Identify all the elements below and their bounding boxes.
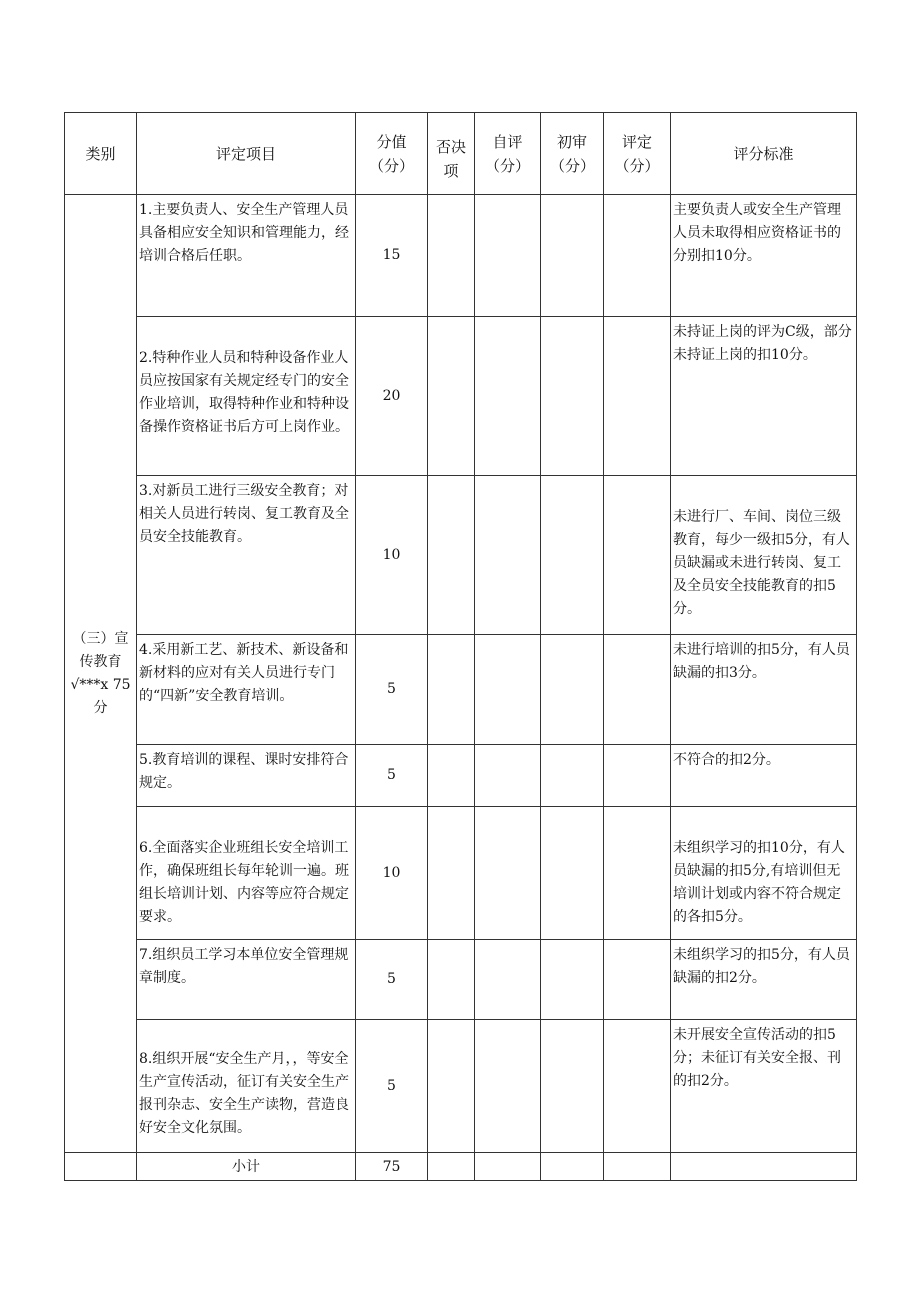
header-final: 评定（分） bbox=[604, 113, 671, 195]
score-cell: 5 bbox=[356, 1020, 428, 1153]
veto-cell bbox=[428, 745, 475, 807]
initial-score-cell bbox=[541, 1020, 604, 1153]
veto-cell bbox=[428, 1020, 475, 1153]
category-cell: （三）宣传教育√***x 75分 bbox=[65, 195, 137, 1153]
final-score-cell bbox=[604, 807, 671, 940]
header-self: 自评（分） bbox=[475, 113, 541, 195]
veto-cell bbox=[428, 940, 475, 1020]
initial-score-cell bbox=[541, 940, 604, 1020]
header-criteria: 评分标准 bbox=[671, 113, 857, 195]
item-cell: 1.主要负责人、安全生产管理人员具备相应安全知识和管理能力，经培训合格后任职。 bbox=[137, 195, 356, 317]
header-row bbox=[65, 113, 857, 195]
item-cell: 2.特种作业人员和特种设备作业人员应按国家有关规定经专门的安全作业培训，取得特种作业和特种设备操作资格证书后方可上岗作业。 bbox=[137, 317, 356, 476]
item-cell: 5.教育培训的课程、课时安排符合规定。 bbox=[137, 745, 356, 807]
score-cell: 5 bbox=[356, 745, 428, 807]
self-score-cell bbox=[475, 317, 541, 476]
self-score-cell bbox=[475, 195, 541, 317]
veto-cell bbox=[428, 317, 475, 476]
subtotal-row bbox=[65, 1153, 857, 1181]
table-row bbox=[65, 807, 857, 940]
score-cell: 10 bbox=[356, 807, 428, 940]
initial-score-cell bbox=[541, 745, 604, 807]
criteria-cell: 未组织学习的扣5分，有人员缺漏的扣2分。 bbox=[671, 940, 857, 1020]
criteria-cell bbox=[671, 1153, 857, 1181]
final-score-cell bbox=[604, 1153, 671, 1181]
subtotal-score: 75 bbox=[356, 1153, 428, 1181]
criteria-cell: 未进行培训的扣5分，有人员缺漏的扣3分。 bbox=[671, 635, 857, 745]
criteria-cell: 主要负责人或安全生产管理人员未取得相应资格证书的分别扣10分。 bbox=[671, 195, 857, 317]
veto-cell bbox=[428, 195, 475, 317]
self-score-cell bbox=[475, 1020, 541, 1153]
header-initial: 初审（分） bbox=[541, 113, 604, 195]
table-row bbox=[65, 940, 857, 1020]
veto-cell bbox=[428, 807, 475, 940]
table-row bbox=[65, 1020, 857, 1153]
criteria-cell: 未组织学习的扣10分，有人员缺漏的扣5分,有培训但无培训计划或内容不符合规定的各扣5分。 bbox=[671, 807, 857, 940]
score-cell: 5 bbox=[356, 635, 428, 745]
item-cell: 6.全面落实企业班组长安全培训工作，确保班组长每年轮训一遍。班组长培训计划、内容等应符合规定要求。 bbox=[137, 807, 356, 940]
header-score: 分值（分） bbox=[356, 113, 428, 195]
initial-score-cell bbox=[541, 635, 604, 745]
final-score-cell bbox=[604, 476, 671, 635]
table-row bbox=[65, 476, 857, 635]
header-category: 类别 bbox=[65, 113, 137, 195]
criteria-cell: 未进行厂、车间、岗位三级教育，每少一级扣5分，有人员缺漏或未进行转岗、复工及全员安全技能教育的扣5分。 bbox=[671, 476, 857, 635]
initial-score-cell bbox=[541, 195, 604, 317]
table-row bbox=[65, 317, 857, 476]
evaluation-table bbox=[64, 112, 857, 1181]
self-score-cell bbox=[475, 807, 541, 940]
header-item: 评定项目 bbox=[137, 113, 356, 195]
score-cell: 10 bbox=[356, 476, 428, 635]
final-score-cell bbox=[604, 745, 671, 807]
score-cell: 15 bbox=[356, 195, 428, 317]
initial-score-cell bbox=[541, 1153, 604, 1181]
score-cell: 5 bbox=[356, 940, 428, 1020]
criteria-cell: 不符合的扣2分。 bbox=[671, 745, 857, 807]
final-score-cell bbox=[604, 1020, 671, 1153]
veto-cell bbox=[428, 476, 475, 635]
veto-cell bbox=[428, 1153, 475, 1181]
self-score-cell bbox=[475, 635, 541, 745]
header-veto: 否决项 bbox=[428, 113, 475, 195]
veto-cell bbox=[428, 635, 475, 745]
self-score-cell bbox=[475, 940, 541, 1020]
self-score-cell bbox=[475, 1153, 541, 1181]
initial-score-cell bbox=[541, 476, 604, 635]
table-row bbox=[65, 745, 857, 807]
final-score-cell bbox=[604, 940, 671, 1020]
final-score-cell bbox=[604, 635, 671, 745]
criteria-cell: 未开展安全宣传活动的扣5分；未征订有关安全报、刊的扣2分。 bbox=[671, 1020, 857, 1153]
item-cell: 4.采用新工艺、新技术、新设备和新材料的应对有关人员进行专门的“四新”安全教育培训。 bbox=[137, 635, 356, 745]
table-row bbox=[65, 635, 857, 745]
final-score-cell bbox=[604, 317, 671, 476]
initial-score-cell bbox=[541, 317, 604, 476]
criteria-cell: 未持证上岗的评为C级，部分未持证上岗的扣10分。 bbox=[671, 317, 857, 476]
initial-score-cell bbox=[541, 807, 604, 940]
item-cell: 7.组织员工学习本单位安全管理规章制度。 bbox=[137, 940, 356, 1020]
self-score-cell bbox=[475, 745, 541, 807]
item-cell: 3.对新员工进行三级安全教育；对相关人员进行转岗、复工教育及全员安全技能教育。 bbox=[137, 476, 356, 635]
item-cell: 8.组织开展“安全生产月，，等安全生产宣传活动，征订有关安全生产报刊杂志、安全生产读物，营造良好安全文化氛围。 bbox=[137, 1020, 356, 1153]
score-cell: 20 bbox=[356, 317, 428, 476]
table-row bbox=[65, 195, 857, 317]
self-score-cell bbox=[475, 476, 541, 635]
final-score-cell bbox=[604, 195, 671, 317]
subtotal-label: 小计 bbox=[137, 1153, 356, 1181]
subtotal-blank-cell bbox=[65, 1153, 137, 1181]
